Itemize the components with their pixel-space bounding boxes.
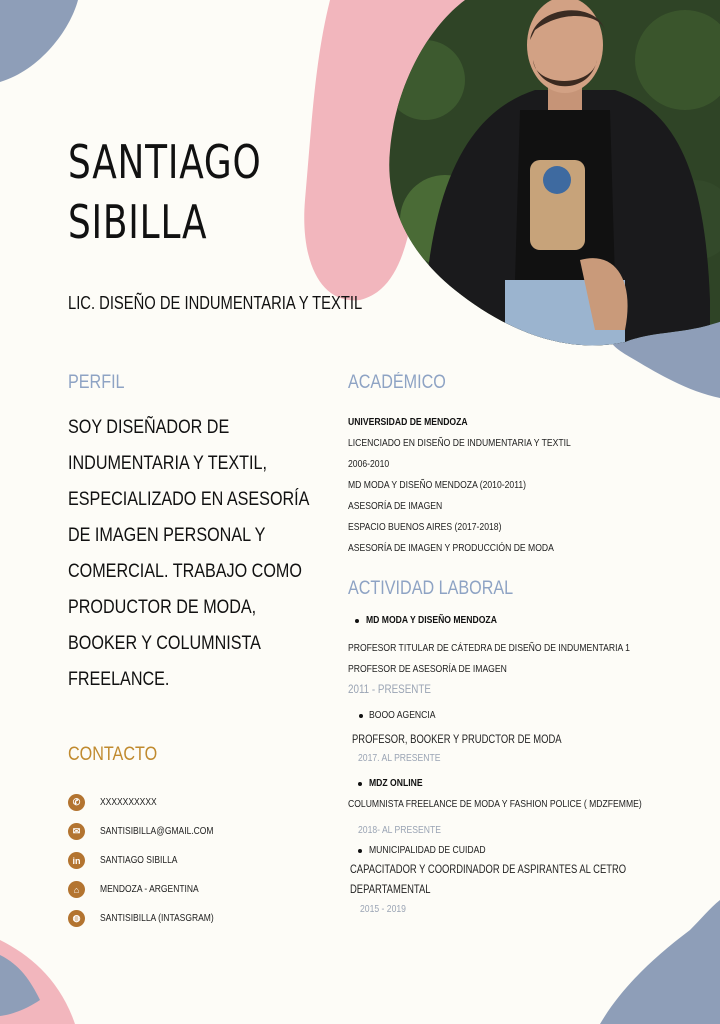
academic-line: 2006-2010 [348, 458, 390, 470]
contact-list [68, 788, 234, 933]
job-role: PROFESOR DE ASESORÍA DE IMAGEN [348, 663, 507, 675]
phone-text: XXXXXXXXXX [100, 797, 157, 808]
contact-item-email[interactable] [68, 817, 234, 846]
bullet [358, 782, 362, 786]
bullet [358, 849, 362, 853]
profile-photo [385, 0, 720, 350]
bullet [359, 714, 363, 718]
job-role: DEPARTAMENTAL [350, 884, 431, 896]
job-role: PROFESOR, BOOKER Y PRUDCTOR DE MODA [352, 734, 562, 746]
job-date: 2011 - PRESENTE [348, 682, 431, 696]
contact-item-location [68, 875, 234, 904]
job-company: MDZ ONLINE [369, 777, 423, 789]
academic-line: ASESORÍA DE IMAGEN [348, 500, 443, 512]
last-name: SIBILLA [68, 195, 208, 249]
academic-line: UNIVERSIDAD DE MENDOZA [348, 416, 468, 428]
profile-heading: PERFIL [68, 372, 125, 393]
globe-icon: ◍ [68, 910, 85, 927]
job-company: BOOO AGENCIA [369, 709, 436, 721]
phone-icon: ✆ [68, 794, 85, 811]
contact-item-instagram[interactable] [68, 904, 234, 933]
job-role: CAPACITADOR Y COORDINADOR DE ASPIRANTES AL CETRO [350, 864, 627, 876]
job-date: 2015 - 2019 [360, 903, 406, 915]
academic-heading: ACADÉMICO [348, 372, 446, 393]
job-date: 2018- AL PRESENTE [358, 824, 441, 836]
contact-item-linkedin[interactable] [68, 846, 234, 875]
professional-title: LIC. DISEÑO DE INDUMENTARIA Y TEXTIL [68, 293, 363, 313]
academic-line: ESPACIO BUENOS AIRES (2017-2018) [348, 521, 502, 533]
academic-line: MD MODA Y DISEÑO MENDOZA (2010-2011) [348, 479, 527, 491]
linkedin-text[interactable]: SANTIAGO SIBILLA [100, 855, 178, 866]
first-name: SANTIAGO [68, 135, 262, 189]
job-role: COLUMNISTA FREELANCE DE MODA Y FASHION POLICE ( MDZFEMME) [348, 798, 642, 810]
job-company: MD MODA Y DISEÑO MENDOZA [366, 614, 497, 626]
instagram-text[interactable]: SANTISIBILLA (INTASGRAM) [100, 913, 214, 924]
job-role: PROFESOR TITULAR DE CÁTEDRA DE DISEÑO DE INDUMENTARIA 1 [348, 642, 630, 654]
contact-heading: CONTACTO [68, 744, 158, 765]
job-company: MUNICIPALIDAD DE CUIDAD [369, 844, 486, 856]
job-date: 2017. AL PRESENTE [358, 752, 441, 764]
academic-line: ASESORÍA DE IMAGEN Y PRODUCCIÓN DE MODA [348, 542, 554, 554]
person-name [68, 132, 262, 252]
home-icon: ⌂ [68, 881, 85, 898]
email-icon: ✉ [68, 823, 85, 840]
academic-line: LICENCIADO EN DISEÑO DE INDUMENTARIA Y TEXTIL [348, 437, 571, 449]
email-text[interactable]: SANTISIBILLA@GMAIL.COM [100, 826, 214, 837]
location-text: MENDOZA - ARGENTINA [100, 884, 199, 895]
linkedin-icon: in [68, 852, 85, 869]
work-heading: ACTIVIDAD LABORAL [348, 578, 514, 599]
contact-item-phone [68, 788, 234, 817]
bullet [355, 619, 359, 623]
profile-text: SOY DISEÑADOR DE INDUMENTARIA Y TEXTIL, ESPECIALIZADO EN ASESORÍA DE IMAGEN PERSONAL Y COMERCIAL. TRABAJO COMO PRODUCTOR DE MODA, BOOKER Y COLUMNISTA FREELANCE. [68, 417, 309, 690]
